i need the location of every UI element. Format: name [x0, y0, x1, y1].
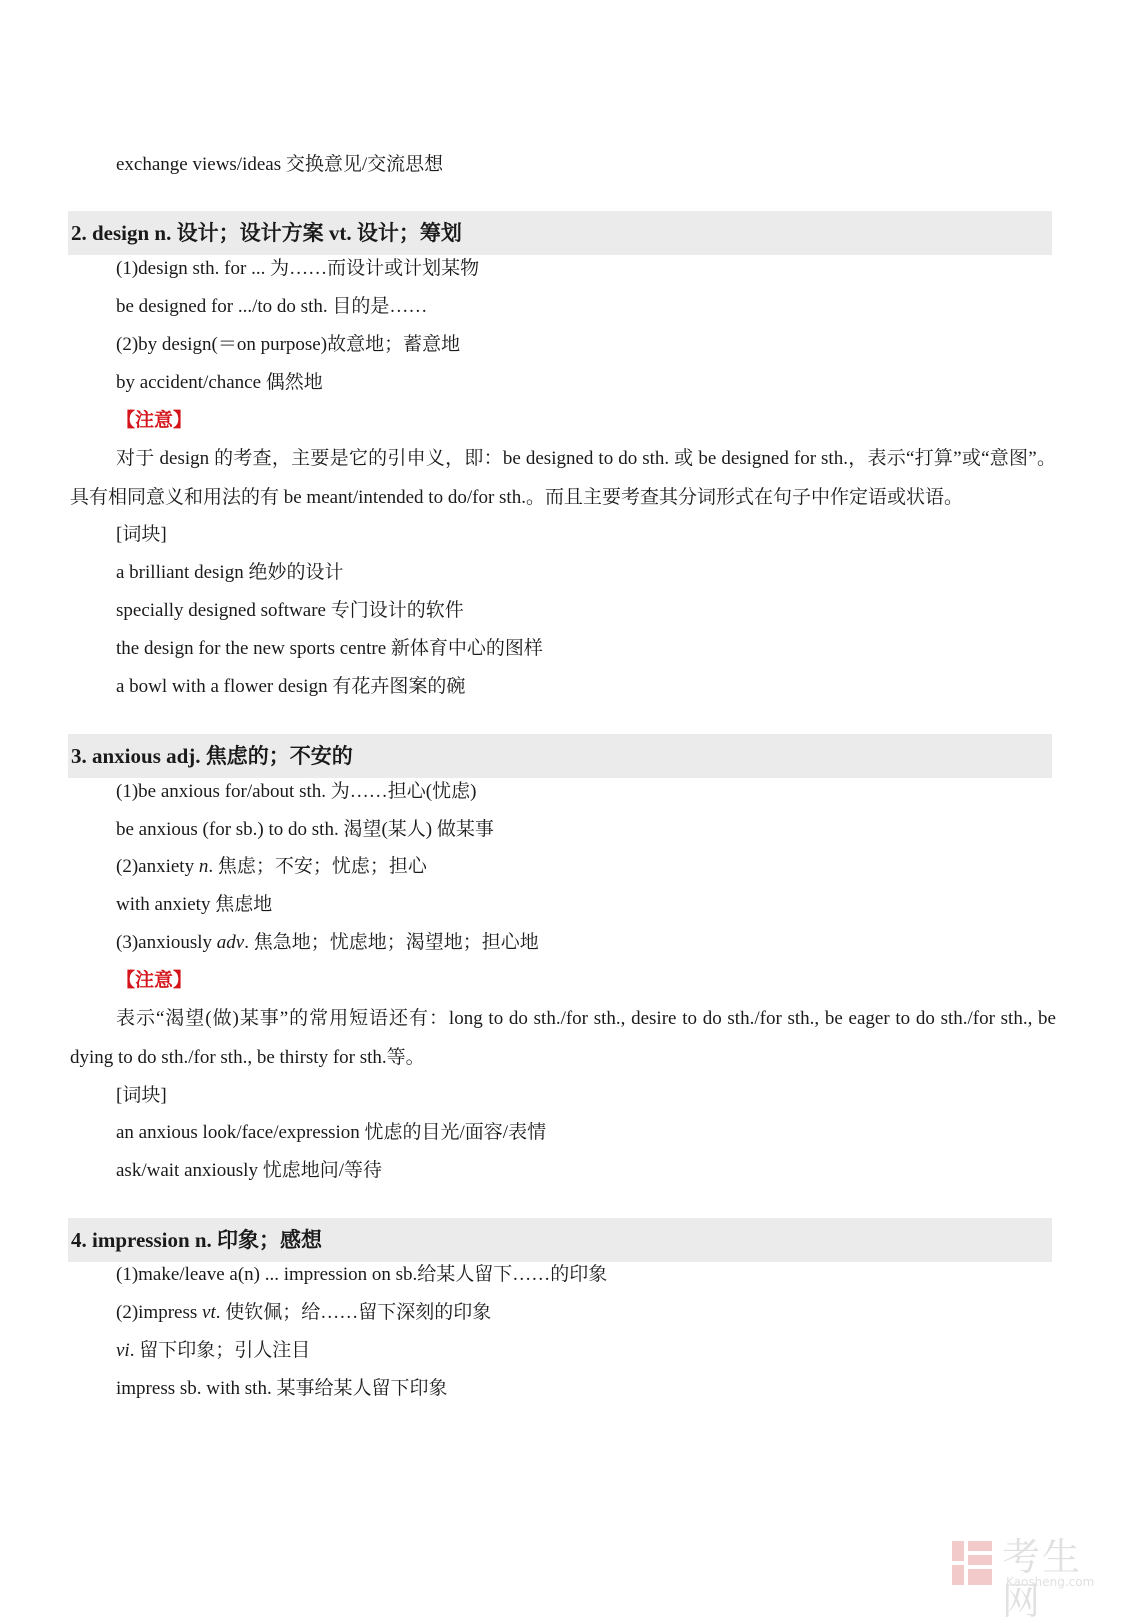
section-heading-impression: 4. impression n. 印象；感想 — [68, 1218, 1052, 1262]
part-of-speech: adv — [216, 932, 245, 953]
text-line: (1)design sth. for ... 为……而设计或计划某物 — [116, 258, 480, 279]
text-line: (2)by design(＝on purpose)故意地；蓄意地 — [116, 334, 461, 355]
text-line: be designed for .../to do sth. 目的是…… — [116, 296, 428, 317]
text-segment: . 焦虑；不安；忧虑；担心 — [208, 856, 427, 877]
text-segment: . 焦急地；忧虑地；渴望地；担心地 — [244, 932, 539, 953]
chunk-item: specially designed software 专门设计的软件 — [116, 600, 464, 621]
chunk-item: an anxious look/face/expression 忧虑的目光/面容/表情 — [116, 1122, 547, 1143]
text-segment: (2)anxiety — [116, 856, 199, 877]
chunk-item: the design for the new sports centre 新体育中心的图样 — [116, 638, 543, 659]
watermark-url: Kaosheng.com — [1006, 1575, 1095, 1589]
watermark — [950, 1535, 1120, 1623]
note-label: 【注意】 — [116, 410, 193, 431]
chunk-item: a brilliant design 绝妙的设计 — [116, 562, 344, 583]
text-line: (1)be anxious for/about sth. 为……担心(忧虑) — [116, 781, 477, 802]
text-segment: (3)anxiously — [116, 932, 217, 953]
note-label: 【注意】 — [116, 970, 193, 991]
note-paragraph: 表示“渴望(做)某事”的常用短语还有：long to do sth./for sth., desire to do sth./for sth., be eager to do sth./for sth., be dying to do sth./for sth., be thirsty for sth.等。 — [70, 1008, 1056, 1068]
section-heading-anxious: 3. anxious adj. 焦虑的；不安的 — [68, 734, 1052, 778]
text-segment: . 留下印象；引人注目 — [129, 1340, 311, 1361]
text-line: (1)make/leave a(n) ... impression on sb.给某人留下……的印象 — [116, 1264, 608, 1285]
chunk-item: ask/wait anxiously 忧虑地问/等待 — [116, 1160, 382, 1181]
part-of-speech: vt — [202, 1302, 216, 1323]
part-of-speech: n — [198, 856, 209, 877]
text-line — [116, 1301, 491, 1325]
text-segment: . 使钦佩；给……留下深刻的印象 — [215, 1302, 492, 1323]
text-line: by accident/chance 偶然地 — [116, 372, 323, 393]
text-line: be anxious (for sb.) to do sth. 渴望(某人) 做某事 — [116, 819, 494, 840]
section-heading-design: 2. design n. 设计；设计方案 vt. 设计；筹划 — [68, 211, 1052, 255]
note-paragraph: 对于 design 的考查，主要是它的引申义，即：be designed to do sth. 或 be designed for sth.，表示“打算”或“意图”。具有相同意义和用法的有 be meant/intended to do/for sth.。而且主要考查其分词形式在句子中作定语或状语。 — [70, 448, 1056, 508]
text-line — [116, 855, 427, 879]
text-line: with anxiety 焦虑地 — [116, 894, 273, 915]
text-line: exchange views/ideas 交换意见/交流思想 — [116, 154, 444, 175]
chunk-label: [词块] — [116, 1085, 167, 1106]
chunk-item: a bowl with a flower design 有花卉图案的碗 — [116, 676, 466, 697]
chunk-label: [词块] — [116, 524, 167, 545]
text-segment: (2)impress — [116, 1302, 203, 1323]
text-line: impress sb. with sth. 某事给某人留下印象 — [116, 1378, 448, 1399]
text-line — [116, 931, 539, 955]
watermark-logo-icon — [950, 1537, 996, 1589]
part-of-speech: vi — [116, 1340, 130, 1361]
watermark-text: 考生网 — [1002, 1535, 1083, 1623]
text-line — [116, 1339, 310, 1363]
